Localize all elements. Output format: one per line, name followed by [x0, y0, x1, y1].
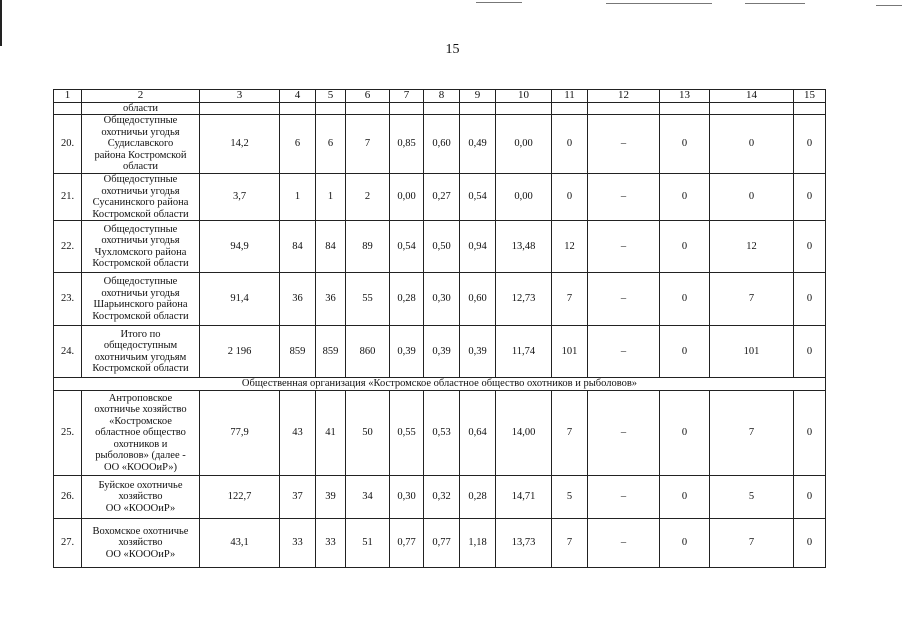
row-name-line: Антроповское — [108, 392, 173, 404]
cell-col-13: 0 — [660, 519, 710, 568]
column-number-5: 5 — [316, 90, 346, 103]
cell-col-8: 0,53 — [424, 391, 460, 476]
cell-col-12: – — [588, 326, 660, 378]
cell-col-4: 43 — [280, 391, 316, 476]
row-name-line: охотничьи угодья — [101, 185, 180, 197]
column-number-7: 7 — [390, 90, 424, 103]
cell-col-8: 0,32 — [424, 476, 460, 519]
cell-col-15: 0 — [794, 391, 826, 476]
column-number-3: 3 — [200, 90, 280, 103]
row-name-line: Общедоступные — [103, 115, 178, 127]
cell-col-4: 33 — [280, 519, 316, 568]
cell-col-11: 7 — [552, 273, 588, 326]
row-name — [82, 519, 200, 568]
row-name-line: общедоступным — [103, 340, 178, 351]
cell-col-12: – — [588, 391, 660, 476]
cell-col-7: 0,54 — [390, 221, 424, 273]
row-name-line: Сусанинского района — [92, 197, 189, 208]
cell-col-11: 5 — [552, 476, 588, 519]
row-name-line: ОО «КОООиР» — [105, 502, 176, 514]
table-row — [54, 391, 826, 476]
hunting-grounds-table — [53, 89, 826, 568]
cell-col-8: 0,39 — [424, 326, 460, 378]
cell-col-3: 2 196 — [200, 326, 280, 378]
cell-col-3: 14,2 — [200, 115, 280, 174]
row-number: 25. — [54, 391, 82, 476]
row-name-line: охотничье хозяйство — [94, 404, 187, 416]
cell-col-10: 14,71 — [496, 476, 552, 519]
row-name-line: Шарьинского района — [93, 299, 188, 310]
cell-col-8: 0,30 — [424, 273, 460, 326]
cell-col-3: 94,9 — [200, 221, 280, 273]
row-number: 20. — [54, 115, 82, 174]
cell-col-8: 0,77 — [424, 519, 460, 568]
column-number-row — [54, 90, 826, 103]
row-name — [82, 326, 200, 378]
cell-col-7: 0,55 — [390, 391, 424, 476]
cell-col-7: 0,39 — [390, 326, 424, 378]
cell-col-13: 0 — [660, 326, 710, 378]
row-name-line: Костромской области — [92, 363, 189, 374]
row-name-line: Костромской области — [92, 310, 189, 322]
row-number: 21. — [54, 174, 82, 221]
cell-col-14: 101 — [710, 326, 794, 378]
cell-col-3: 3,7 — [200, 174, 280, 221]
cell-col-10: 12,73 — [496, 273, 552, 326]
row-name — [82, 273, 200, 326]
row-name — [82, 391, 200, 476]
column-number-13: 13 — [660, 90, 710, 103]
section-heading-row — [54, 378, 826, 391]
cell-col-15: 0 — [794, 519, 826, 568]
row-name-line: Чухломского района — [94, 246, 187, 258]
continued-row — [54, 102, 826, 115]
cell-col-9: 0,28 — [460, 476, 496, 519]
row-name-line: Итого по — [120, 328, 161, 340]
cell-col-5: 1 — [316, 174, 346, 221]
cell-col-12: – — [588, 476, 660, 519]
cell-col-6: 89 — [346, 221, 390, 273]
scan-artifact — [476, 2, 522, 3]
column-number-11: 11 — [552, 90, 588, 103]
cell-col-10: 0,00 — [496, 174, 552, 221]
row-number: 22. — [54, 221, 82, 273]
row-name — [82, 221, 200, 273]
cell-col-5: 33 — [316, 519, 346, 568]
cell-col-12: – — [588, 221, 660, 273]
cell-col-15: 0 — [794, 476, 826, 519]
row-name-line: ОО «КОООиР») — [104, 461, 177, 473]
row-name-line: Костромской области — [92, 258, 189, 269]
table-row — [54, 519, 826, 568]
column-number-1: 1 — [54, 90, 82, 103]
table-row — [54, 326, 826, 378]
scan-artifact — [745, 3, 805, 4]
row-name-line: хозяйство — [118, 491, 163, 503]
cell-col-4: 84 — [280, 221, 316, 273]
cell-col-13: 0 — [660, 273, 710, 326]
table-row — [54, 174, 826, 221]
continued-label: области — [82, 102, 200, 115]
cell-col-15: 0 — [794, 273, 826, 326]
cell-col-6: 55 — [346, 273, 390, 326]
page-number: 15 — [445, 42, 460, 57]
row-number: 24. — [54, 326, 82, 378]
row-name-line: охотничьим угодьям — [94, 351, 187, 363]
cell-col-14: 0 — [710, 174, 794, 221]
cell-col-12: – — [588, 174, 660, 221]
row-name-line: ОО «КОООиР» — [105, 548, 176, 560]
cell-col-14: 0 — [710, 115, 794, 174]
cell-col-7: 0,28 — [390, 273, 424, 326]
cell-col-13: 0 — [660, 476, 710, 519]
cell-col-11: 0 — [552, 174, 588, 221]
cell-col-6: 2 — [346, 174, 390, 221]
row-name-line: Вохомское охотничье — [92, 525, 189, 537]
column-number-12: 12 — [588, 90, 660, 103]
cell-col-11: 0 — [552, 115, 588, 174]
table-row — [54, 273, 826, 326]
row-number: 26. — [54, 476, 82, 519]
cell-col-6: 51 — [346, 519, 390, 568]
cell-col-11: 7 — [552, 519, 588, 568]
cell-col-15: 0 — [794, 174, 826, 221]
cell-col-13: 0 — [660, 174, 710, 221]
row-name-line: «Костромское — [109, 415, 172, 427]
cell-col-5: 859 — [316, 326, 346, 378]
cell-col-10: 13,48 — [496, 221, 552, 273]
cell-col-13: 0 — [660, 391, 710, 476]
cell-col-7: 0,30 — [390, 476, 424, 519]
cell-col-15: 0 — [794, 326, 826, 378]
row-name-line: Общедоступные — [103, 174, 178, 185]
scan-artifact — [876, 5, 902, 6]
row-name-line: хозяйство — [118, 537, 163, 549]
cell-col-7: 0,77 — [390, 519, 424, 568]
cell-col-4: 6 — [280, 115, 316, 174]
cell-col-9: 0,64 — [460, 391, 496, 476]
scan-artifact — [606, 3, 712, 4]
column-number-2: 2 — [82, 90, 200, 103]
cell-col-4: 1 — [280, 174, 316, 221]
column-number-4: 4 — [280, 90, 316, 103]
cell-col-3: 77,9 — [200, 391, 280, 476]
row-number: 27. — [54, 519, 82, 568]
cell-col-5: 6 — [316, 115, 346, 174]
cell-col-11: 101 — [552, 326, 588, 378]
cell-col-3: 91,4 — [200, 273, 280, 326]
cell-col-11: 12 — [552, 221, 588, 273]
cell-col-6: 50 — [346, 391, 390, 476]
cell-col-12: – — [588, 273, 660, 326]
row-name — [82, 476, 200, 519]
cell-col-14: 7 — [710, 391, 794, 476]
cell-col-14: 5 — [710, 476, 794, 519]
row-name-line: охотничьи угодья — [101, 235, 180, 246]
cell-col-15: 0 — [794, 221, 826, 273]
cell-col-4: 36 — [280, 273, 316, 326]
cell-col-5: 41 — [316, 391, 346, 476]
row-number: 23. — [54, 273, 82, 326]
cell-col-11: 7 — [552, 391, 588, 476]
table-row — [54, 221, 826, 273]
cell-col-12: – — [588, 519, 660, 568]
column-number-14: 14 — [710, 90, 794, 103]
cell-col-9: 1,18 — [460, 519, 496, 568]
cell-col-9: 0,94 — [460, 221, 496, 273]
column-number-10: 10 — [496, 90, 552, 103]
cell-col-8: 0,27 — [424, 174, 460, 221]
row-name-line: охотничьи угодья — [101, 287, 180, 299]
row-name — [82, 174, 200, 221]
cell-col-5: 36 — [316, 273, 346, 326]
row-name-line: Буйское охотничье — [98, 479, 183, 491]
row-name-line: Костромской области — [92, 208, 189, 220]
cell-col-13: 0 — [660, 115, 710, 174]
cell-col-9: 0,60 — [460, 273, 496, 326]
row-name-line: охотничьи угодья — [101, 126, 180, 138]
cell-col-5: 84 — [316, 221, 346, 273]
cell-col-13: 0 — [660, 221, 710, 273]
cell-col-9: 0,39 — [460, 326, 496, 378]
cell-col-10: 0,00 — [496, 115, 552, 174]
organization-heading: Общественная организация «Костромское областное общество охотников и рыболовов» — [54, 378, 826, 391]
row-name-line: района Костромской — [94, 149, 187, 161]
cell-col-6: 7 — [346, 115, 390, 174]
scan-edge — [0, 0, 2, 46]
cell-col-8: 0,60 — [424, 115, 460, 174]
row-name-line: Общедоступные — [103, 276, 178, 287]
cell-col-5: 39 — [316, 476, 346, 519]
table-row — [54, 476, 826, 519]
cell-col-14: 7 — [710, 273, 794, 326]
cell-col-6: 860 — [346, 326, 390, 378]
cell-col-9: 0,54 — [460, 174, 496, 221]
cell-col-14: 7 — [710, 519, 794, 568]
column-number-6: 6 — [346, 90, 390, 103]
cell-col-10: 13,73 — [496, 519, 552, 568]
cell-col-10: 14,00 — [496, 391, 552, 476]
column-number-15: 15 — [794, 90, 826, 103]
cell-col-15: 0 — [794, 115, 826, 174]
cell-col-4: 859 — [280, 326, 316, 378]
row-name — [82, 115, 200, 174]
cell-col-9: 0,49 — [460, 115, 496, 174]
table-row — [54, 115, 826, 174]
row-name-line: Общедоступные — [103, 223, 178, 235]
cell-col-10: 11,74 — [496, 326, 552, 378]
row-name-line: области — [122, 161, 159, 173]
row-name-line: областное общество — [95, 427, 186, 439]
cell-col-8: 0,50 — [424, 221, 460, 273]
row-name-line: Судиславского — [107, 138, 174, 150]
cell-col-7: 0,85 — [390, 115, 424, 174]
cell-col-4: 37 — [280, 476, 316, 519]
cell-col-3: 122,7 — [200, 476, 280, 519]
row-name-line: рыболовов» (далее - — [95, 450, 186, 462]
column-number-8: 8 — [424, 90, 460, 103]
cell-col-14: 12 — [710, 221, 794, 273]
cell-col-7: 0,00 — [390, 174, 424, 221]
cell-col-6: 34 — [346, 476, 390, 519]
row-name-line: охотников и — [113, 438, 168, 450]
cell-col-3: 43,1 — [200, 519, 280, 568]
cell-col-12: – — [588, 115, 660, 174]
column-number-9: 9 — [460, 90, 496, 103]
